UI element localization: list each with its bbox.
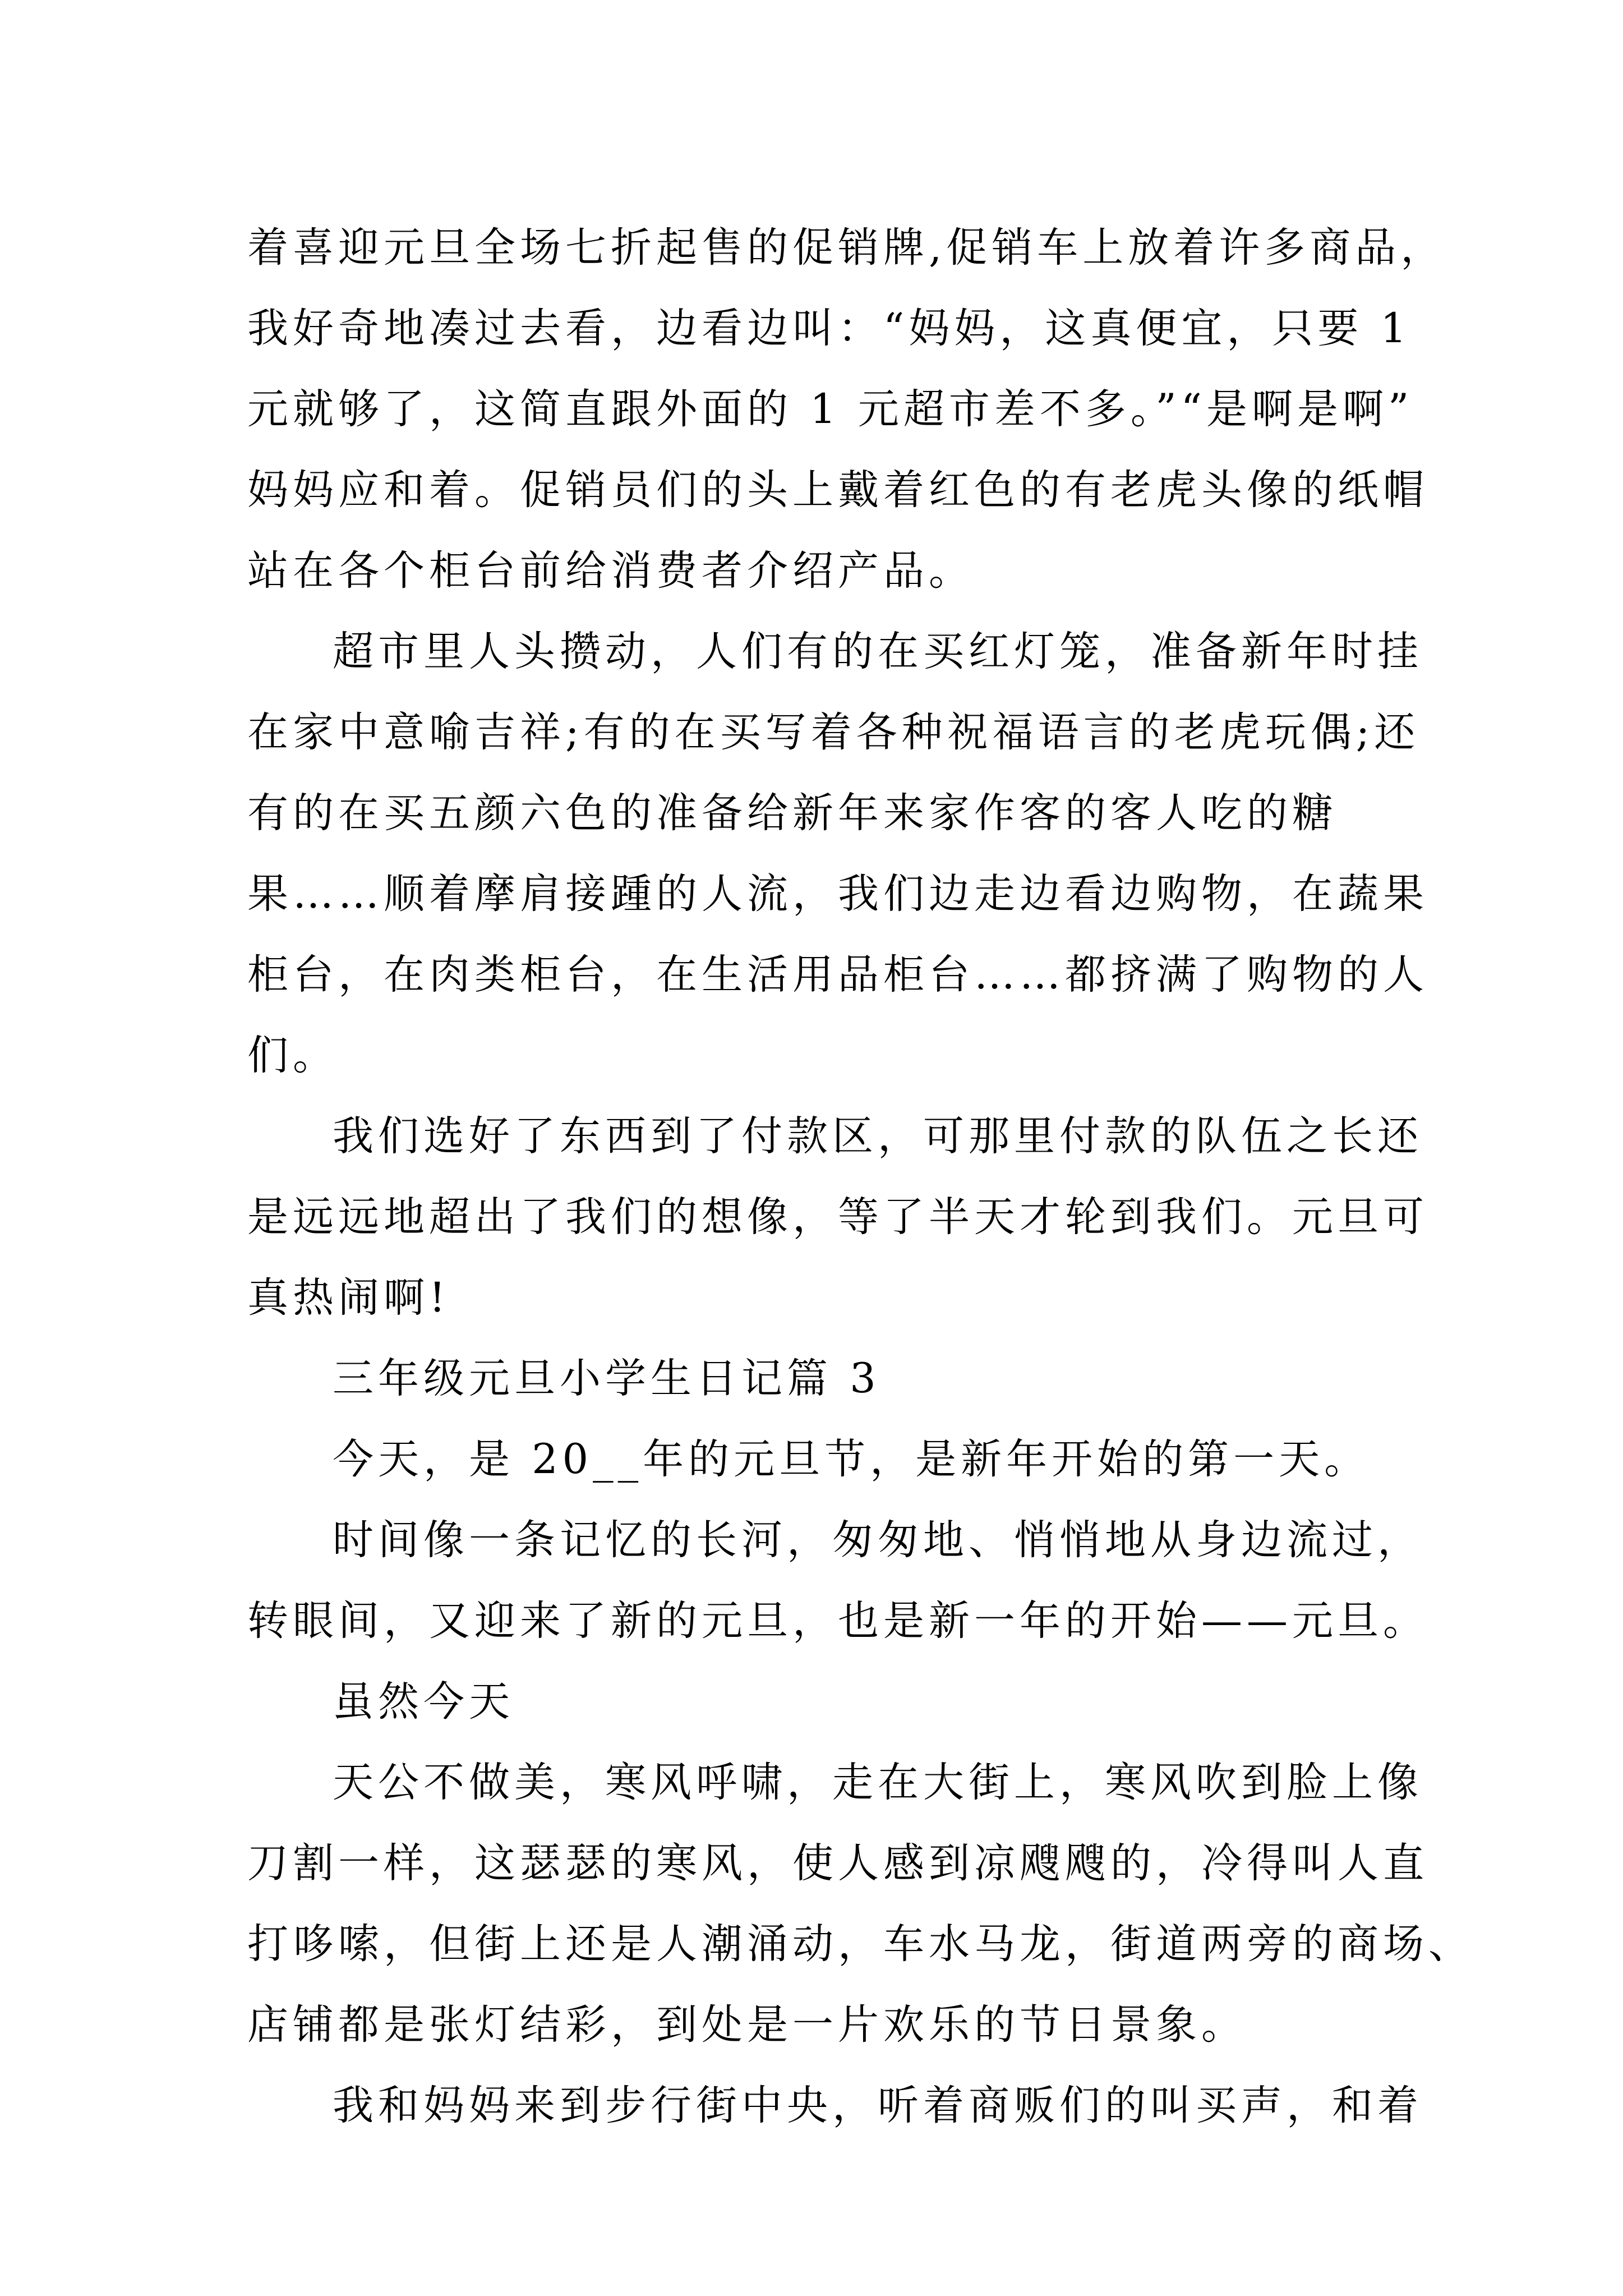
text-line: 转眼间，又迎来了新的元旦，也是新一年的开始——元旦。: [247, 1597, 1428, 1645]
text-line: 是远远地超出了我们的想像，等了半天才轮到我们。元旦可: [247, 1193, 1428, 1241]
paragraph-start: 我和妈妈来到步行街中央，听着商贩们的叫买声，和着: [333, 2082, 1423, 2129]
text-line: 店铺都是张灯结彩，到处是一片欢乐的节日景象。: [247, 2001, 1247, 2049]
text-line: 们。: [247, 1032, 338, 1079]
text-line: 元就够了，这简直跟外面的 1 元超市差不多。”“是啊是啊”: [247, 385, 1414, 433]
text-line: 柜台，在肉类柜台，在生活用品柜台……都挤满了购物的人: [247, 951, 1428, 999]
section-heading: 三年级元旦小学生日记篇 3: [333, 1355, 880, 1402]
paragraph-start: 今天，是 20__年的元旦节，是新年开始的第一天。: [333, 1435, 1370, 1483]
text-line: 真热闹啊!: [247, 1274, 450, 1322]
text-line: 着喜迎元旦全场七折起售的促销牌,促销车上放着许多商品，: [247, 224, 1446, 272]
text-line: 有的在买五颜六色的准备给新年来家作客的客人吃的糖: [247, 789, 1338, 837]
text-line: 在家中意喻吉祥;有的在买写着各种祝福语言的老虎玩偶;还: [247, 708, 1420, 756]
text-line: 打哆嗦，但街上还是人潮涌动，车水马龙，街道两旁的商场、: [247, 1920, 1474, 1968]
text-line: 果……顺着摩肩接踵的人流，我们边走边看边购物，在蔬果: [247, 870, 1428, 918]
paragraph-start: 超市里人头攒动，人们有的在买红灯笼，准备新年时挂: [333, 628, 1423, 675]
text-line: 刀割一样，这瑟瑟的寒风，使人感到凉飕飕的，冷得叫人直: [247, 1839, 1428, 1887]
paragraph-start: 我们选好了东西到了付款区，可那里付款的队伍之长还: [333, 1112, 1423, 1160]
text-line: 站在各个柜台前给消费者介绍产品。: [247, 547, 974, 595]
text-line: 妈妈应和着。促销员们的头上戴着红色的有老虎头像的纸帽: [247, 466, 1428, 514]
text-line: 我好奇地凑过去看，边看边叫：“妈妈，这真便宜，只要 1: [247, 305, 1411, 352]
paragraph-start: 虽然今天: [333, 1678, 514, 1726]
paragraph-start: 时间像一条记忆的长河，匆匆地、悄悄地从身边流过，: [333, 1516, 1423, 1564]
paragraph-start: 天公不做美，寒风呼啸，走在大街上，寒风吹到脸上像: [333, 1759, 1423, 1806]
diary-text: [247, 208, 1474, 2146]
